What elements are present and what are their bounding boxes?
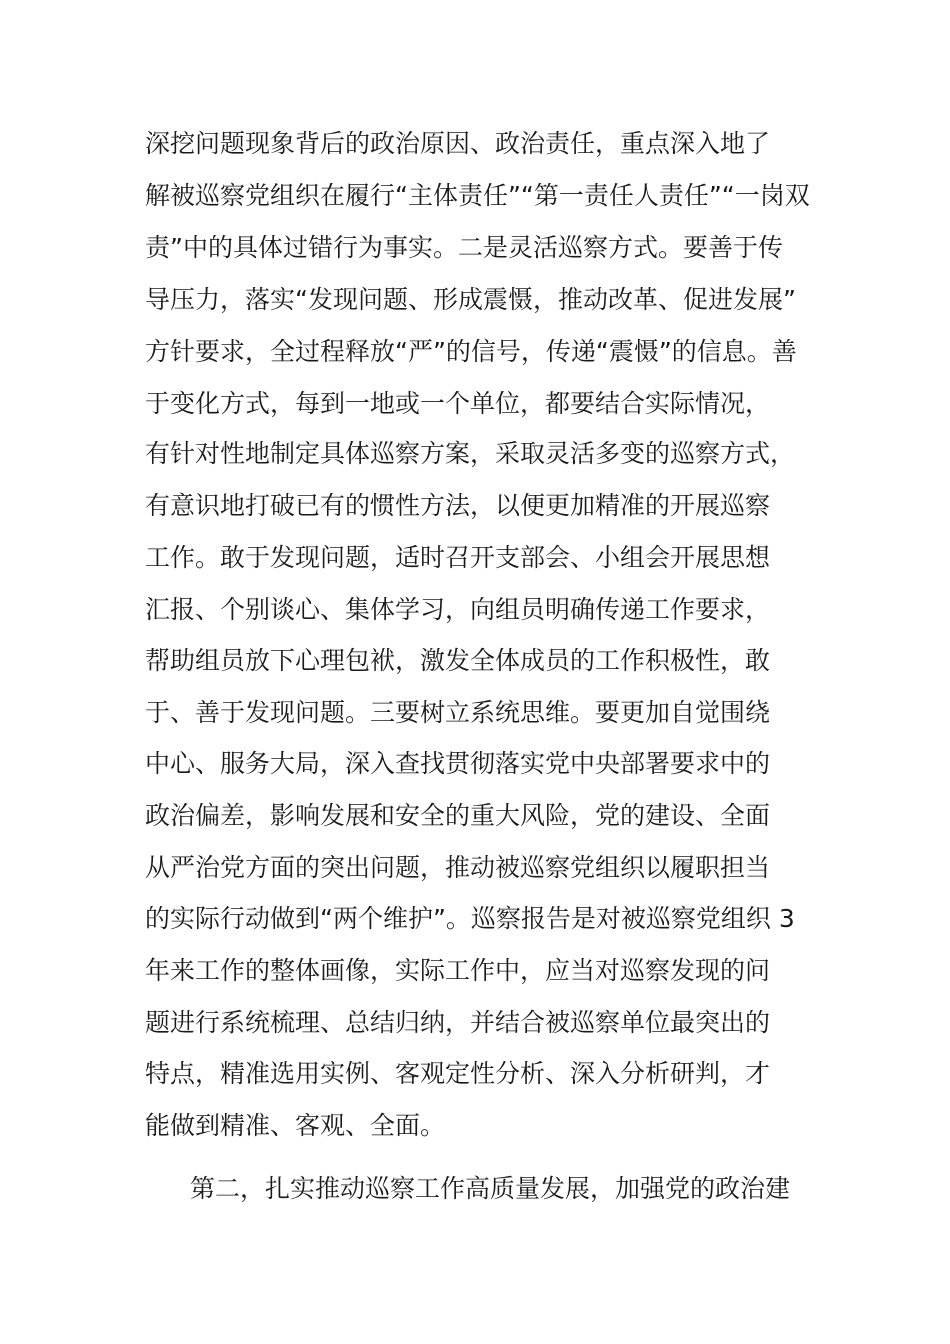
text-line: 工作。敢于发现问题，适时召开支部会、小组会开展思想 (145, 543, 771, 572)
text-line: 深挖问题现象背后的政治原因、政治责任，重点深入地了 (145, 129, 771, 158)
text-line: 的实际行动做到“两个维护”。巡察报告是对被巡察党组织 3 (145, 904, 795, 933)
text-line: 政治偏差，影响发展和安全的重大风险，党的建设、全面 (145, 801, 771, 830)
text-line: 题进行系统梳理、总结归纳，并结合被巡察单位最突出的 (145, 1008, 771, 1037)
text-line: 于、善于发现问题。三要树立系统思维。要更加自觉围绕 (145, 698, 771, 727)
text-line: 从严治党方面的突出问题，推动被巡察党组织以履职担当 (145, 853, 771, 882)
text-line: 导压力，落实“发现问题、形成震慑，推动改革、促进发展” (145, 285, 796, 314)
text-line: 于变化方式，每到一地或一个单位，都要结合实际情况， (145, 389, 771, 418)
text-line: 有意识地打破已有的惯性方法，以便更加精准的开展巡察 (145, 491, 771, 520)
text-line: 责”中的具体过错行为事实。二是灵活巡察方式。要善于传 (145, 233, 783, 262)
text-line: 汇报、个别谈心、集体学习，向组员明确传递工作要求， (145, 595, 771, 624)
text-line: 帮助组员放下心理包袱，激发全体成员的工作积极性，敢 (145, 646, 771, 675)
text-line: 解被巡察党组织在履行“主体责任”“第一责任人责任”“一岗双 (145, 181, 810, 210)
text-line: 中心、服务大局，深入查找贯彻落实党中央部署要求中的 (145, 749, 771, 778)
text-line: 特点，精准选用实例、客观定性分析、深入分析研判，才 (145, 1059, 771, 1088)
text-line: 方针要求，全过程释放“严”的信号，传递“震慑”的信息。善 (145, 337, 797, 366)
text-line: 年来工作的整体画像，实际工作中，应当对巡察发现的问 (145, 956, 771, 985)
text-line: 第二，扎实推动巡察工作高质量发展，加强党的政治建 (190, 1174, 791, 1203)
text-line: 能做到精准、客观、全面。 (145, 1111, 446, 1140)
text-line: 有针对性地制定具体巡察方案，采取灵活多变的巡察方式， (145, 439, 796, 468)
